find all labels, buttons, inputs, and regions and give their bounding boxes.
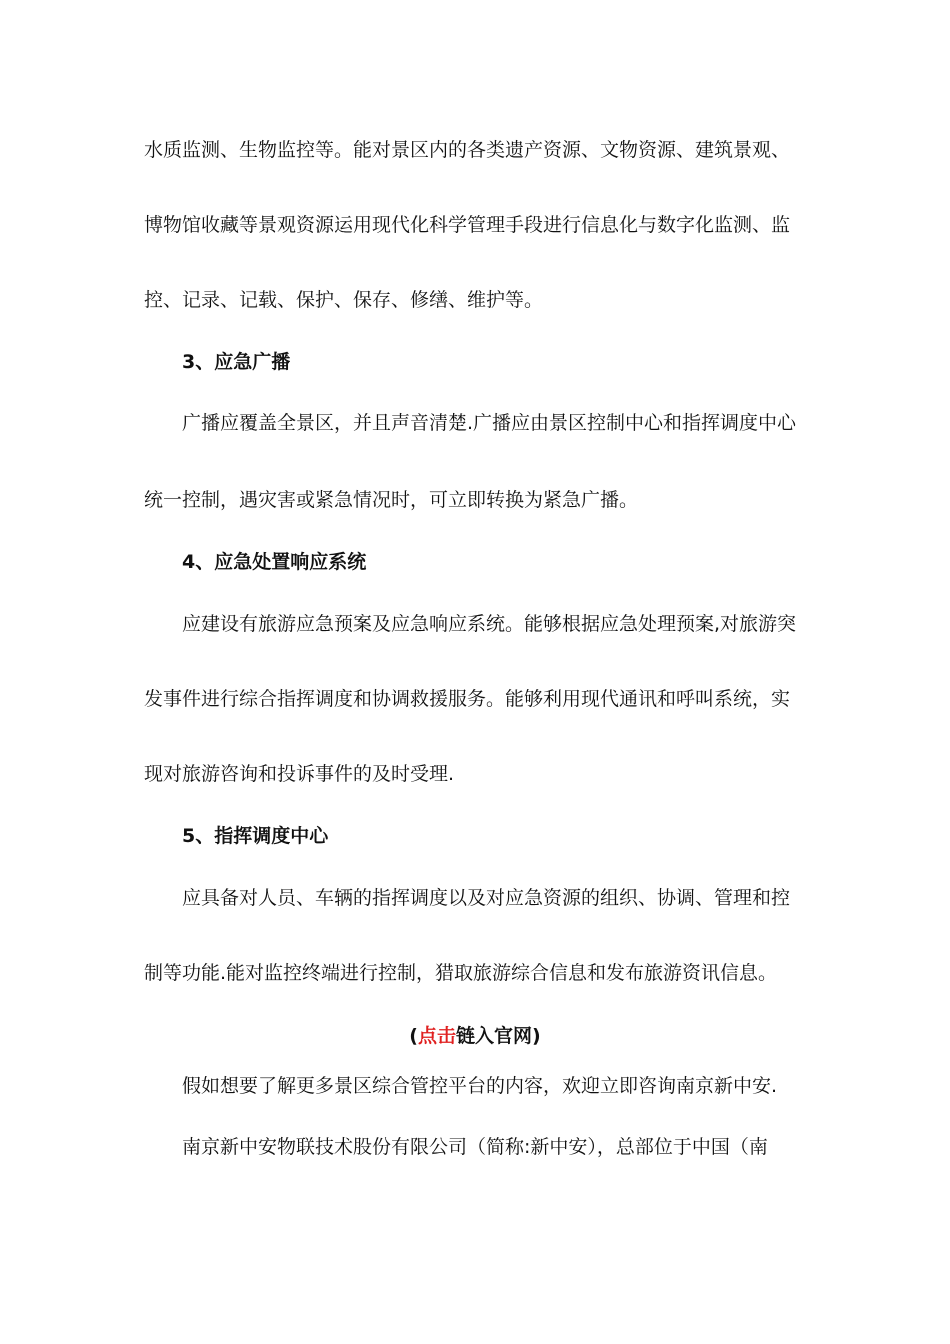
paragraph-line: 制等功能.能对监控终端进行控制，猎取旅游综合信息和发布旅游资讯信息。 <box>144 962 778 984</box>
link-click-text[interactable]: 点击 <box>417 1025 456 1047</box>
link-open-paren: ( <box>409 1025 418 1047</box>
paragraph-line: 应建设有旅游应急预案及应急响应系统。能够根据应急处理预案,对旅游突 <box>182 613 797 635</box>
paragraph-line: 博物馆收藏等景观资源运用现代化科学管理手段进行信息化与数字化监测、监 <box>144 214 791 236</box>
paragraph-line: 统一控制，遇灾害或紧急情况时，可立即转换为紧急广播。 <box>144 489 639 511</box>
paragraph-line: 水质监测、生物监控等。能对景区内的各类遗产资源、文物资源、建筑景观、 <box>144 139 791 161</box>
link-close-paren: ) <box>532 1025 541 1047</box>
official-site-link[interactable] <box>0 1022 950 1050</box>
paragraph-line: 假如想要了解更多景区综合管控平台的内容，欢迎立即咨询南京新中安. <box>182 1075 778 1097</box>
paragraph-line: 应具备对人员、车辆的指挥调度以及对应急资源的组织、协调、管理和控 <box>182 887 791 909</box>
section-heading-4: 4、应急处置响应系统 <box>182 551 367 573</box>
section-heading-5: 5、指挥调度中心 <box>182 825 329 847</box>
paragraph-line: 发事件进行综合指挥调度和协调救援服务。能够利用现代通讯和呼叫系统，实 <box>144 688 791 710</box>
paragraph-line: 广播应覆盖全景区，并且声音清楚.广播应由景区控制中心和指挥调度中心 <box>182 412 797 434</box>
paragraph-line: 南京新中安物联技术股份有限公司（简称:新中安），总部位于中国（南 <box>182 1136 768 1158</box>
paragraph-line: 现对旅游咨询和投诉事件的及时受理. <box>144 763 455 785</box>
section-heading-3: 3、应急广播 <box>182 351 291 373</box>
link-label[interactable]: 链入官网 <box>456 1025 533 1047</box>
paragraph-line: 控、记录、记载、保护、保存、修缮、维护等。 <box>144 289 544 311</box>
